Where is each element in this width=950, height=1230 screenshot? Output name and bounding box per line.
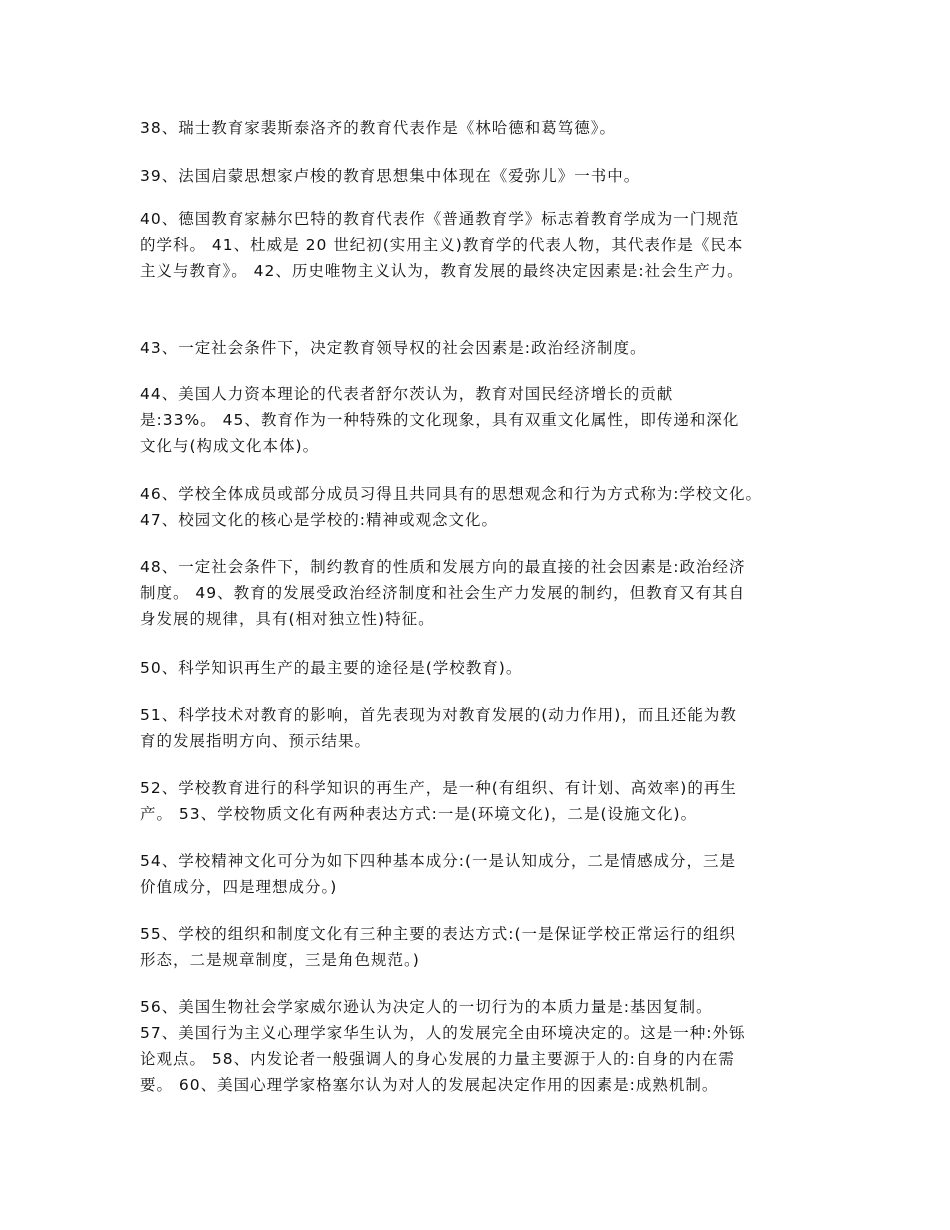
text-line: 52、学校教育进行的科学知识的再生产，是一种(有组织、有计划、高效率)的再生 xyxy=(140,779,737,797)
paragraph-51 xyxy=(140,702,830,754)
text-line: 身发展的规律，具有(相对独立性)特征。 xyxy=(140,610,435,628)
paragraph-38 xyxy=(140,115,830,141)
paragraph-46-47 xyxy=(140,481,830,533)
text-line: 主义与教育》。 42、历史唯物主义认为，教育发展的最终决定因素是:社会生产力。 xyxy=(140,262,744,280)
text-line: 要。 60、美国心理学家格塞尔认为对人的发展起决定作用的因素是:成熟机制。 xyxy=(140,1076,719,1094)
paragraph-39 xyxy=(140,163,830,189)
text-line: 46、学校全体成员或部分成员习得且共同具有的思想观念和行为方式称为:学校文化。 xyxy=(140,485,762,503)
text-line: 40、德国教育家赫尔巴特的教育代表作《普通教育学》标志着教育学成为一门规范 xyxy=(140,210,740,228)
text-line: 54、学校精神文化可分为如下四种基本成分:(一是认知成分，二是情感成分，三是 xyxy=(140,852,736,870)
text-line: 44、美国人力资本理论的代表者舒尔茨认为，教育对国民经济增长的贡献 xyxy=(140,385,674,403)
paragraph-52-53 xyxy=(140,775,830,827)
text-line: 价值成分，四是理想成分。) xyxy=(140,878,338,896)
text-line: 50、科学知识再生产的最主要的途径是(学校教育)。 xyxy=(140,659,523,677)
paragraph-50 xyxy=(140,655,830,681)
text-line: 形态，二是规章制度，三是角色规范。) xyxy=(140,951,420,969)
text-line: 产。 53、学校物质文化有两种表达方式:一是(环境文化)，二是(设施文化)。 xyxy=(140,805,698,823)
text-line: 55、学校的组织和制度文化有三种主要的表达方式:(一是保证学校正常运行的组织 xyxy=(140,925,736,943)
paragraph-54 xyxy=(140,848,830,900)
text-line: 的学科。 41、杜威是 20 世纪初(实用主义)教育学的代表人物，其代表作是《民本 xyxy=(140,236,744,254)
text-line: 论观点。 58、内发论者一般强调人的身心发展的力量主要源于人的:自身的内在需 xyxy=(140,1050,735,1068)
paragraph-56-60 xyxy=(140,994,830,1098)
text-line: 57、美国行为主义心理学家华生认为，人的发展完全由环境决定的。这是一种:外铄 xyxy=(140,1024,746,1042)
paragraph-44-45 xyxy=(140,381,830,459)
paragraph-40-42 xyxy=(140,206,830,284)
text-line: 51、科学技术对教育的影响，首先表现为对教育发展的(动力作用)，而且还能为教 xyxy=(140,706,737,724)
text-line: 48、一定社会条件下，制约教育的性质和发展方向的最直接的社会因素是:政治经济 xyxy=(140,558,746,576)
text-line: 47、校园文化的核心是学校的:精神或观念文化。 xyxy=(140,511,498,529)
paragraph-55 xyxy=(140,921,830,973)
paragraph-43 xyxy=(140,335,830,361)
text-line: 43、一定社会条件下，决定教育领导权的社会因素是:政治经济制度。 xyxy=(140,339,647,357)
text-line: 制度。 49、教育的发展受政治经济制度和社会生产力发展的制约，但教育又有其自 xyxy=(140,584,746,602)
text-line: 是:33%。 45、教育作为一种特殊的文化现象，具有双重文化属性，即传递和深化 xyxy=(140,411,740,429)
paragraph-48-49 xyxy=(140,554,830,632)
text-line: 38、瑞士教育家裴斯泰洛齐的教育代表作是《林哈德和葛笃德》。 xyxy=(140,119,616,137)
text-line: 56、美国生物社会学家威尔逊认为决定人的一切行为的本质力量是:基因复制。 xyxy=(140,998,713,1016)
text-line: 文化与(构成文化本体)。 xyxy=(140,437,320,455)
text-line: 39、法国启蒙思想家卢梭的教育思想集中体现在《爱弥儿》一书中。 xyxy=(140,167,641,185)
text-line: 育的发展指明方向、预示结果。 xyxy=(140,732,372,750)
